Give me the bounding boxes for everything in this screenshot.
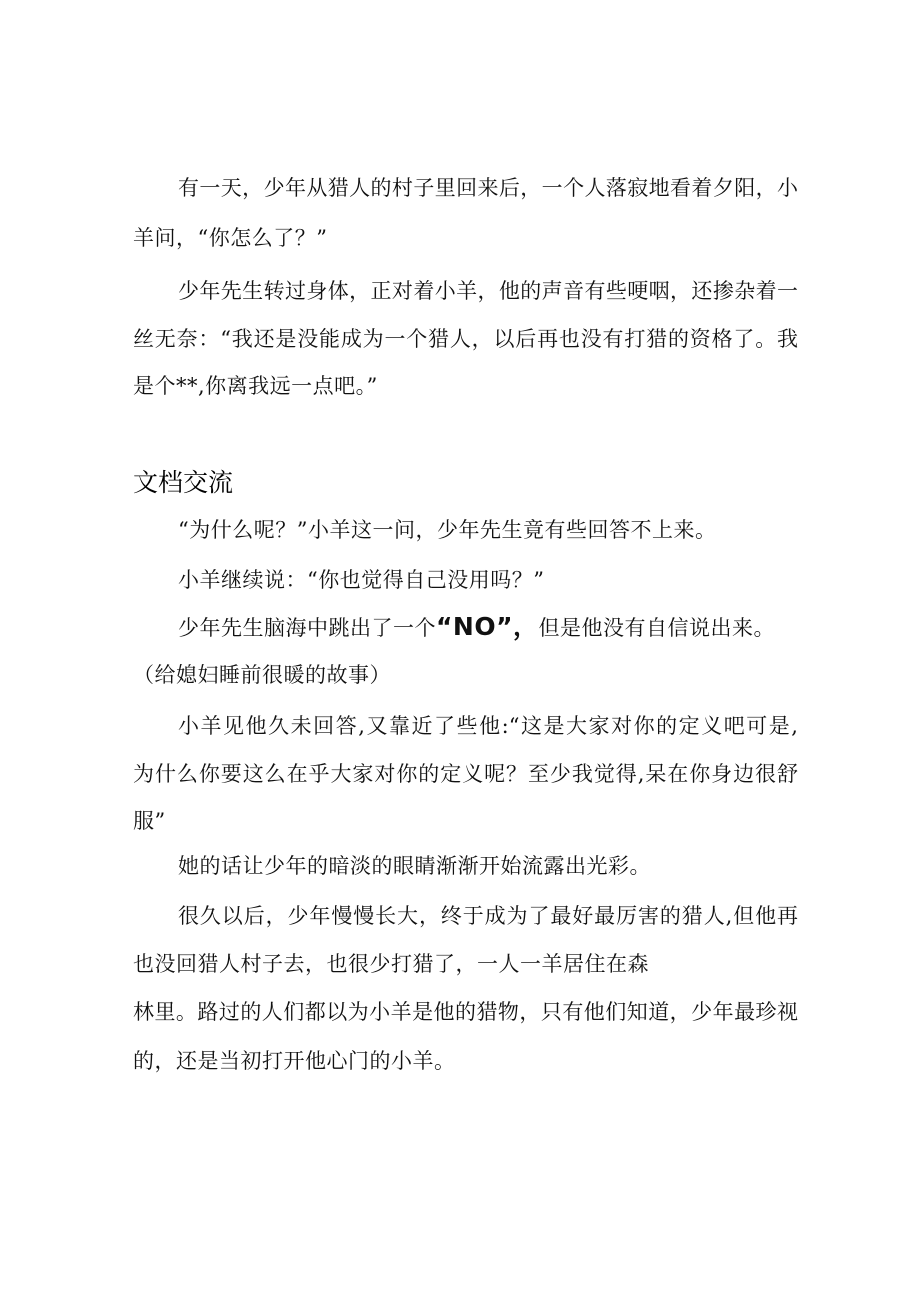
- paragraph-1-line-1: 有一天，少年从猎人的村子里回来后，一个人落寂地看着夕阳，小: [178, 176, 798, 200]
- paragraph-6-line-2: 也没回猎人村子去，也很少打猎了，一人一羊居住在森: [133, 952, 649, 976]
- paragraph-6-line-3: 林里。路过的人们都以为小羊是他的猎物，只有他们知道，少年最珍视: [133, 1000, 798, 1024]
- paragraph-2-line-2: 丝无奈：“我还是没能成为一个猎人，以后再也没有打猎的资格了。我: [133, 327, 798, 351]
- paragraph-4-line-1: 小羊见他久未回答,又靠近了些他:“这是大家对你的定义吧可是,: [178, 714, 798, 738]
- body-paragraph-3: [178, 612, 775, 643]
- paragraph-2-line-3: 是个**,你离我远一点吧。”: [133, 374, 378, 398]
- paragraph-3-text-before: 少年先生脑海中跳出了一个: [178, 616, 436, 640]
- paragraph-3-text-after: 但是他没有自信说出来。: [538, 616, 776, 640]
- story-title-note: （给媳妇睡前很暖的故事）: [133, 663, 391, 687]
- paragraph-6-line-1: 很久以后，少年慢慢长大，终于成为了最好最厉害的猎人,但他再: [178, 904, 798, 928]
- paragraph-6-line-4: 的，还是当初打开他心门的小羊。: [133, 1049, 456, 1073]
- section-heading: 文档交流: [133, 468, 234, 497]
- body-paragraph-1: “为什么呢？”小羊这一问，少年先生竟有些回答不上来。: [178, 518, 717, 542]
- paragraph-2-line-1: 少年先生转过身体，正对着小羊，他的声音有些哽咽，还掺杂着一: [178, 279, 798, 303]
- paragraph-1-line-2: 羊问，“你怎么了？”: [133, 226, 328, 250]
- emphasis-no: “NO”，: [436, 612, 539, 641]
- paragraph-4-line-2: 为什么你要这么在乎大家对你的定义呢？至少我觉得,呆在你身边很舒: [133, 762, 798, 786]
- paragraph-4-line-3: 服”: [133, 809, 166, 833]
- body-paragraph-5: 她的话让少年的暗淡的眼睛渐渐开始流露出光彩。: [178, 854, 651, 878]
- body-paragraph-2: 小羊继续说：“你也觉得自己没用吗？”: [178, 568, 545, 592]
